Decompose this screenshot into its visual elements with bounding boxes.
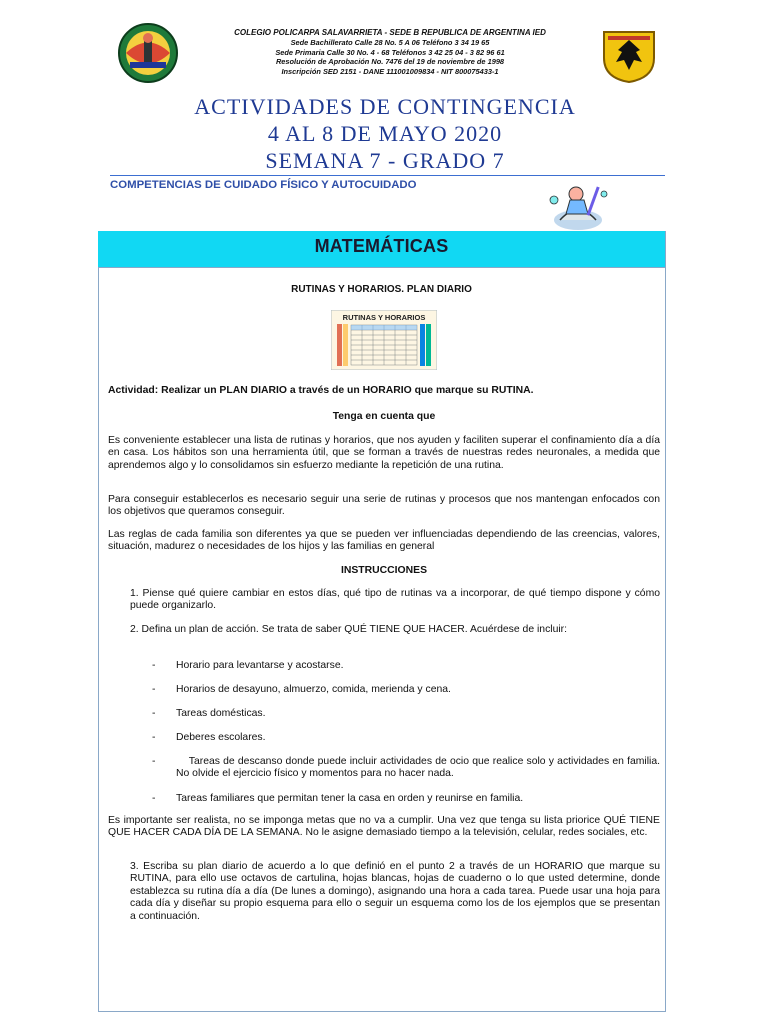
bullet-mark: - [152, 684, 156, 695]
school-line: Resolución de Aprobación No. 7476 del 19 de noviembre de 1998 [275, 57, 505, 67]
instructions-heading: INSTRUCCIONES [340, 565, 428, 576]
title-line: 4 AL 8 DE MAYO 2020 [267, 121, 503, 146]
image-caption: RUTINAS Y HORARIOS [342, 313, 426, 322]
bullet-item: Tareas de descanso donde puede incluir actividades de ocio que realice solo y actividades en familia. No olvide el ejercicio físico y momentos para no hacer nada. [176, 756, 663, 780]
paragraph: Para conseguir establecerlos es necesario seguir una serie de rutinas y procesos que nos mantengan enfocados con los objetivos que queramos conseguir. [108, 494, 660, 518]
paragraph: Es conveniente establecer una lista de rutinas y horarios, que nos ayuden y faciliten superar el confinamiento día a día en casa. Los hábitos son una herramienta útil, que se forman a través de nuestras redes neuronales, a medida que aprendemos algo y lo consolidamos sin esfuerzo mediante la repetición de una rutina. [108, 435, 660, 471]
paragraph: Las reglas de cada familia son diferentes ya que se pueden ver influenciadas dependiendo de las creencias, valores, situación, madurez o necesidades de los hijos y las familias en general [108, 529, 660, 553]
competencias-heading: COMPETENCIAS DE CUIDADO FÍSICO Y AUTOCUIDADO [110, 179, 417, 191]
bullet-item: Deberes escolares. [176, 732, 266, 743]
bullet-item: Tareas domésticas. [176, 708, 266, 719]
bullet-mark: - [152, 660, 156, 671]
note-heading: Tenga en cuenta que [332, 411, 436, 422]
school-line: Inscripción SED 2151 - DANE 111001009834 - NIT 800075433-1 [281, 67, 499, 77]
document-title [110, 93, 660, 174]
school-crest-icon [108, 22, 188, 84]
bullet-mark: - [152, 708, 156, 719]
bullet-item: Tareas familiares que permitan tener la casa en orden y reunirse en familia. [176, 793, 524, 804]
section-title: MATEMÁTICAS [314, 236, 449, 256]
bullet-item: Horarios de desayuno, almuerzo, comida, merienda y cena. [176, 684, 451, 695]
instruction-item: 2. Defina un plan de acción. Se trata de saber QUÉ TIENE QUE HACER. Acuérdese de incluir: [130, 624, 568, 635]
header-divider [110, 175, 665, 176]
section-divider [98, 267, 665, 268]
activity-statement: Actividad: Realizar un PLAN DIARIO a través de un HORARIO que marque su RUTINA. [108, 385, 534, 396]
cleaning-clipart-icon [540, 180, 616, 236]
section-subtitle: RUTINAS Y HORARIOS. PLAN DIARIO [291, 284, 472, 295]
school-header-text [200, 28, 580, 77]
instruction-item: 3. Escriba su plan diario de acuerdo a lo que definió en el punto 2 a través de un HORARIO que marque su RUTINA, para ello use octavos de cartulina, hojas blancas, hojas de cuaderno o lo que usted determine, donde establezca su rutina día a día (De lunes a domingo), asignando una hora a cada tarea. Puede usar una hoja para cada día y diseñar su propio esquema para ello o seguir un esquema como los de los ejemplos que se presentan a continuación. [130, 861, 660, 922]
schedule-image-icon [331, 310, 437, 370]
bullet-mark: - [152, 732, 156, 743]
school-line: Sede Bachillerato Calle 28 No. 5 A 06 Teléfono 3 34 19 65 [290, 37, 490, 47]
bogota-coat-of-arms-icon [596, 28, 662, 84]
instruction-item: 1. Piense qué quiere cambiar en estos días, qué tipo de rutinas va a incorporar, de qué tiempo dispone y cómo puede organizarlo. [130, 588, 660, 612]
paragraph: Es importante ser realista, no se imponga metas que no va a cumplir. Una vez que tenga su lista priorice QUÉ TIENE QUE HACER CADA DÍA DE LA SEMANA. No le asigne demasiado tiempo a la televisión, celular, redes sociales, etc. [108, 815, 660, 839]
title-line: ACTIVIDADES DE CONTINGENCIA [194, 94, 576, 119]
title-line: SEMANA 7 - GRADO 7 [265, 148, 505, 173]
bullet-mark: - [152, 756, 156, 767]
bullet-mark: - [152, 793, 156, 804]
school-line: Sede Primaria Calle 30 No. 4 - 68 Teléfonos 3 42 25 04 - 3 82 96 61 [275, 47, 505, 57]
bullet-item: Horario para levantarse y acostarse. [176, 660, 344, 671]
school-line: COLEGIO POLICARPA SALAVARRIETA - SEDE B REPUBLICA DE ARGENTINA IED [234, 28, 546, 37]
